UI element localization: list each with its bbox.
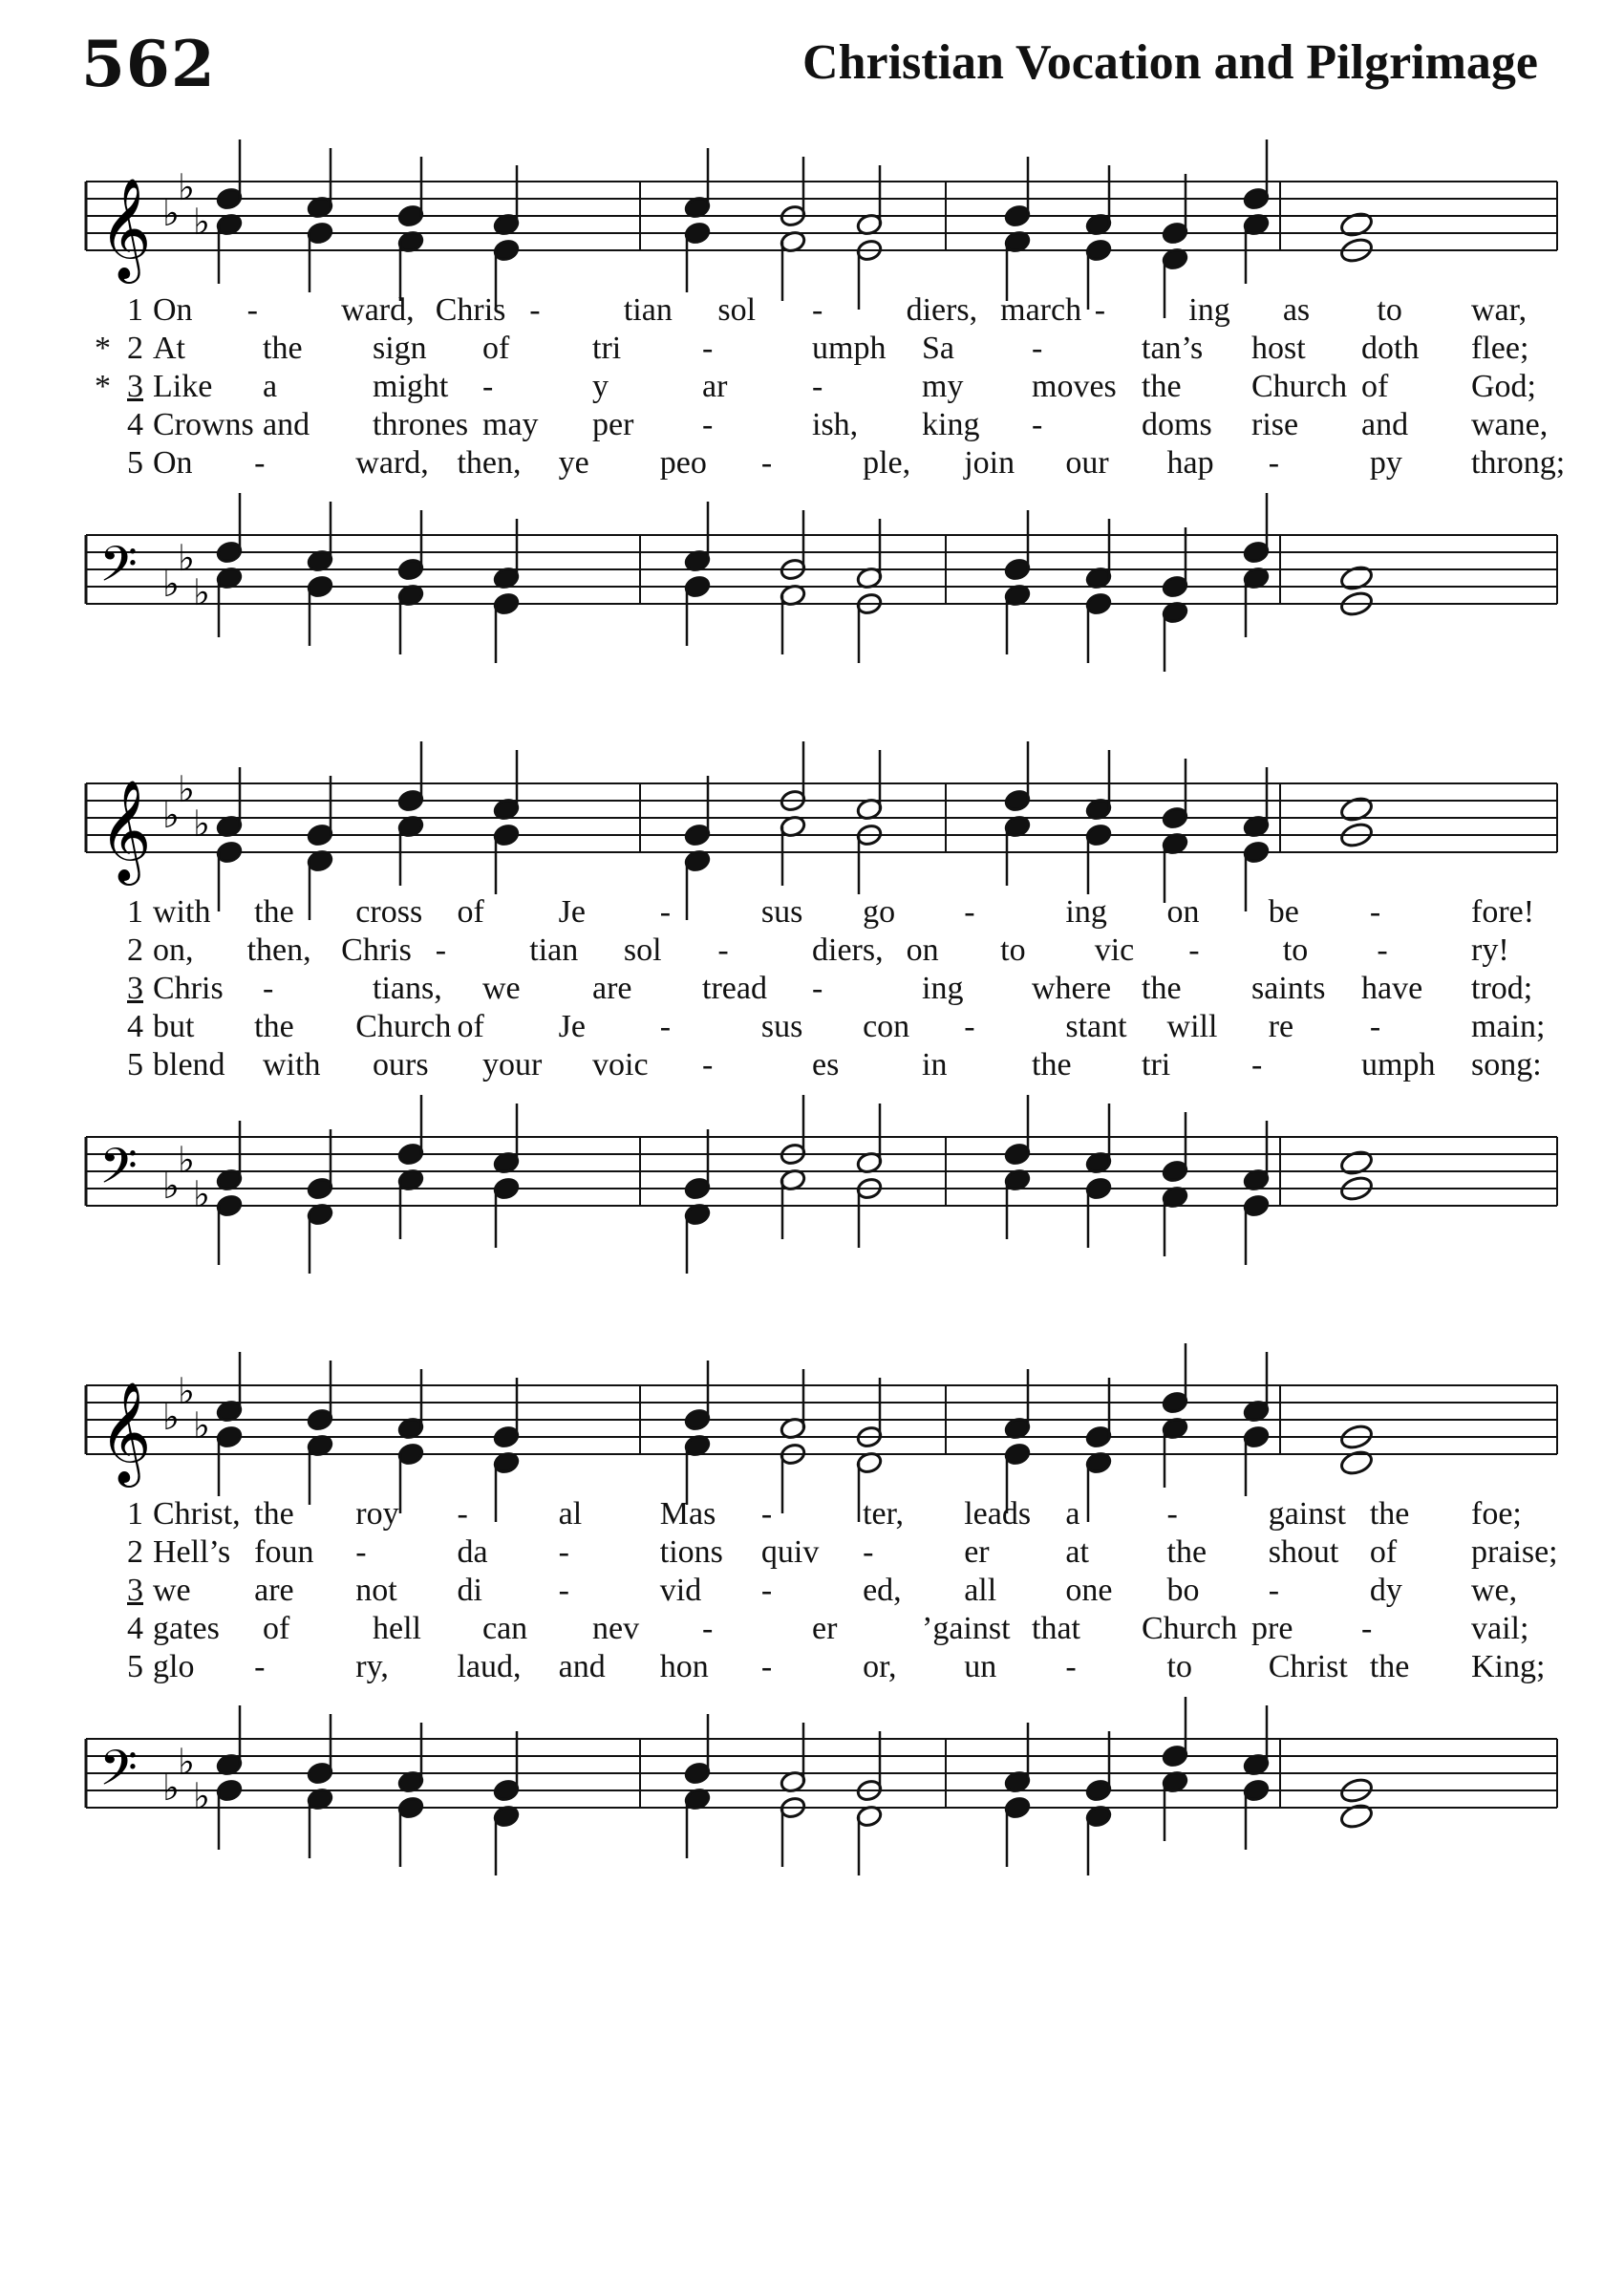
treble-staff-2	[86, 736, 1557, 889]
syllable-hyphen: -	[558, 1534, 569, 1570]
syllable-hyphen: -	[659, 1009, 672, 1044]
lyric-syllable: tians,	[373, 971, 442, 1006]
lyric-syllable: of	[1361, 369, 1389, 404]
lyric-syllable: Mas	[659, 1496, 716, 1532]
lyric-syllable: al	[558, 1496, 583, 1532]
lyric-syllable: un	[964, 1649, 997, 1684]
lyric-syllable: of	[457, 894, 484, 930]
lyric-syllable: hap	[1166, 445, 1214, 481]
verse-number: 5	[127, 1649, 143, 1684]
flat-sign-icon: ♭	[162, 1165, 180, 1207]
lyric-syllable: host	[1251, 331, 1306, 366]
flat-sign-icon: ♭	[162, 563, 180, 605]
lyric-syllable: all	[964, 1573, 997, 1608]
lyric-syllable: then,	[246, 932, 311, 968]
verse-number: 3	[127, 369, 143, 404]
lyric-syllable: re	[1268, 1009, 1294, 1044]
lyric-syllable: tread	[702, 971, 767, 1006]
lyric-syllable: the	[263, 331, 303, 366]
lyric-syllable: Chris	[435, 292, 506, 328]
lyric-syllable: Christ	[1268, 1649, 1348, 1684]
flat-sign-icon: ♭	[162, 192, 180, 234]
lyric-syllable: ple,	[863, 445, 911, 481]
lyric-syllable: peo	[659, 445, 707, 481]
syllable-hyphen: -	[1377, 932, 1388, 968]
syllable-hyphen: -	[964, 1009, 975, 1044]
lyric-syllable: vid	[659, 1573, 702, 1608]
syllable-hyphen: -	[263, 971, 274, 1006]
lyric-syllable: gainst	[1268, 1496, 1346, 1532]
lyric-syllable: join	[964, 445, 1015, 481]
flat-sign-icon: ♭	[178, 768, 195, 810]
lyric-syllable: my	[922, 369, 964, 404]
verse-line	[86, 894, 1557, 932]
lyric-syllable: hell	[373, 1611, 421, 1646]
lyric-syllable: the	[1369, 1649, 1410, 1684]
lyric-syllable: roy	[355, 1496, 399, 1532]
lyric-syllable: Crowns	[153, 407, 254, 442]
bass-staff-1	[86, 487, 1557, 650]
flat-sign-icon: ♭	[178, 1741, 195, 1783]
syllable-hyphen: -	[812, 369, 823, 404]
syllable-hyphen: -	[1268, 445, 1280, 481]
lyric-syllable: go	[863, 894, 896, 930]
lyric-syllable: di	[457, 1573, 482, 1608]
lyric-syllable: y	[592, 369, 609, 404]
lyric-syllable: leads	[964, 1496, 1032, 1532]
lyric-syllable: con	[863, 1009, 910, 1044]
lyric-syllable: On	[153, 445, 193, 481]
lyric-syllable: tri	[1142, 1047, 1171, 1082]
lyric-syllable: as	[1282, 292, 1311, 328]
lyric-syllable: that	[1032, 1611, 1080, 1646]
syllable-hyphen: -	[1032, 331, 1043, 366]
lyric-syllable: and	[263, 407, 310, 442]
verse-line	[86, 1534, 1557, 1573]
verse-line	[86, 1611, 1557, 1649]
lyric-syllable: On	[153, 292, 193, 328]
lyric-syllable: nev	[592, 1611, 640, 1646]
lyric-syllable: umph	[812, 331, 887, 366]
lyric-syllable: umph	[1361, 1047, 1436, 1082]
flat-sign-icon: ♭	[162, 794, 180, 836]
notehead	[1339, 1148, 1375, 1177]
bass-staff-3	[86, 1691, 1557, 1854]
lyric-syllable: we	[482, 971, 521, 1006]
lyric-syllable: on,	[153, 932, 194, 968]
flat-sign-icon: ♭	[193, 1173, 210, 1215]
syllable-hyphen: -	[812, 971, 823, 1006]
verse-mark: *	[95, 369, 111, 404]
notehead	[1339, 1802, 1375, 1831]
lyric-syllable: tions	[659, 1534, 723, 1570]
lyric-syllable: with	[263, 1047, 321, 1082]
lyric-syllable: tri	[592, 331, 622, 366]
lyric-syllable: our	[1065, 445, 1109, 481]
syllable-hyphen: -	[812, 292, 823, 328]
lyric-syllable: ’gainst	[922, 1611, 1011, 1646]
lyric-syllable: main;	[1471, 1009, 1546, 1044]
syllable-hyphen: -	[1369, 894, 1381, 930]
syllable-hyphen: -	[254, 1649, 266, 1684]
lyric-syllable: on	[1166, 894, 1200, 930]
lyric-syllable: the	[254, 1496, 294, 1532]
syllable-hyphen: -	[254, 445, 266, 481]
syllable-hyphen: -	[863, 1534, 874, 1570]
verse-number: 1	[127, 1496, 143, 1532]
verse-number: 4	[127, 407, 143, 442]
lyric-syllable: may	[482, 407, 539, 442]
bass-clef-icon: 𝄢	[99, 1739, 138, 1809]
lyric-syllable: have	[1361, 971, 1423, 1006]
lyric-syllable: ish,	[812, 407, 859, 442]
bass-staff-2	[86, 1089, 1557, 1252]
verse-line	[86, 369, 1557, 407]
verse-number: 3	[127, 971, 143, 1006]
syllable-hyphen: -	[246, 292, 258, 328]
lyric-syllable: shout	[1268, 1534, 1339, 1570]
lyric-syllable: gates	[153, 1611, 220, 1646]
syllable-hyphen: -	[702, 331, 714, 366]
lyric-syllable: glo	[153, 1649, 195, 1684]
lyric-syllable: march	[1000, 292, 1082, 328]
syllable-hyphen: -	[702, 1611, 714, 1646]
lyric-syllable: not	[355, 1573, 397, 1608]
verse-number: 5	[127, 445, 143, 481]
lyric-syllable: wane,	[1471, 407, 1549, 442]
lyric-syllable: sol	[623, 932, 662, 968]
verse-line	[86, 331, 1557, 369]
lyric-syllable: with	[153, 894, 211, 930]
lyric-syllable: pre	[1251, 1611, 1293, 1646]
lyric-syllable: your	[482, 1047, 543, 1082]
syllable-hyphen: -	[760, 445, 773, 481]
verse-line	[86, 932, 1557, 971]
lyric-syllable: Chris	[341, 932, 412, 968]
lyric-syllable: to	[1282, 932, 1309, 968]
page-number: 562	[81, 27, 216, 101]
lyric-syllable: Je	[558, 894, 586, 930]
lyric-syllable: song:	[1471, 1047, 1542, 1082]
syllable-hyphen: -	[1369, 1009, 1381, 1044]
lyric-syllable: ing	[1188, 292, 1230, 328]
lyric-syllable: flee;	[1471, 331, 1529, 366]
syllable-hyphen: -	[355, 1534, 367, 1570]
lyric-syllable: tan’s	[1142, 331, 1204, 366]
lyric-syllable: er	[964, 1534, 990, 1570]
lyric-syllable: might	[373, 369, 449, 404]
lyric-syllable: ing	[1065, 894, 1107, 930]
lyric-syllable: thrones	[373, 407, 469, 442]
syllable-hyphen: -	[1065, 1649, 1077, 1684]
lyric-syllable: ward,	[355, 445, 429, 481]
flat-sign-icon: ♭	[193, 571, 210, 613]
lyric-syllable: a	[263, 369, 278, 404]
verse-line	[86, 445, 1566, 483]
notehead	[1339, 1448, 1375, 1477]
syllable-hyphen: -	[482, 369, 494, 404]
flat-sign-icon: ♭	[162, 1767, 180, 1809]
lyric-syllable: or,	[863, 1649, 897, 1684]
lyric-syllable: a	[1065, 1496, 1080, 1532]
lyric-syllable: we	[153, 1573, 191, 1608]
bass-clef-icon: 𝄢	[99, 535, 138, 605]
lyric-syllable: Like	[153, 369, 213, 404]
lyric-syllable: sign	[373, 331, 427, 366]
lyric-syllable: to	[1166, 1649, 1192, 1684]
lyric-syllable: da	[457, 1534, 488, 1570]
verse-number: 3	[127, 1573, 143, 1608]
treble-clef-icon: 𝄞	[99, 1381, 152, 1483]
lyric-syllable: ar	[702, 369, 728, 404]
syllable-hyphen: -	[1094, 292, 1106, 328]
flat-sign-icon: ♭	[178, 537, 195, 579]
lyric-syllable: ry,	[355, 1649, 389, 1684]
lyric-syllable: py	[1369, 445, 1402, 481]
flat-sign-icon: ♭	[193, 1404, 210, 1447]
lyric-syllable: at	[1065, 1534, 1089, 1570]
lyric-syllable: the	[254, 1009, 294, 1044]
lyric-syllable: vail;	[1471, 1611, 1529, 1646]
verse-number: 2	[127, 1534, 143, 1570]
verse-number: 2	[127, 331, 143, 366]
lyric-syllable: Christ,	[153, 1496, 241, 1532]
lyric-syllable: ye	[558, 445, 589, 481]
treble-staff-3	[86, 1338, 1557, 1490]
lyric-syllable: Church	[1142, 1611, 1238, 1646]
syllable-hyphen: -	[457, 1496, 468, 1532]
flat-sign-icon: ♭	[193, 803, 210, 845]
syllable-hyphen: -	[760, 1649, 773, 1684]
lyric-syllable: ours	[373, 1047, 429, 1082]
lyric-syllable: the	[1166, 1534, 1207, 1570]
lyric-syllable: sus	[760, 894, 803, 930]
lyric-syllable: ter,	[863, 1496, 905, 1532]
lyric-syllable: king	[922, 407, 980, 442]
lyric-syllable: hon	[659, 1649, 709, 1684]
verse-number: 4	[127, 1611, 143, 1646]
lyric-syllable: we,	[1471, 1573, 1518, 1608]
lyric-syllable: ward,	[341, 292, 415, 328]
verse-line	[86, 1009, 1557, 1047]
syllable-hyphen: -	[558, 1573, 569, 1608]
syllable-hyphen: -	[1361, 1611, 1373, 1646]
lyric-syllable: be	[1268, 894, 1299, 930]
lyric-syllable: on	[906, 932, 939, 968]
verse-number: 1	[127, 292, 143, 328]
verse-number: 5	[127, 1047, 143, 1082]
lyric-syllable: diers,	[812, 932, 884, 968]
lyric-syllable: fore!	[1471, 894, 1535, 930]
lyric-syllable: Hell’s	[153, 1534, 231, 1570]
verse-number: 2	[127, 932, 143, 968]
lyric-syllable: Je	[558, 1009, 586, 1044]
verse-mark: *	[95, 331, 111, 366]
lyric-syllable: dy	[1369, 1573, 1402, 1608]
verse-number: 4	[127, 1009, 143, 1044]
flat-sign-icon: ♭	[178, 166, 195, 208]
syllable-hyphen: -	[702, 1047, 714, 1082]
syllable-hyphen: -	[659, 894, 672, 930]
syllable-hyphen: -	[1251, 1047, 1263, 1082]
lyric-syllable: trod;	[1471, 971, 1533, 1006]
lyric-syllable: ing	[922, 971, 964, 1006]
lyric-syllable: Church	[1251, 369, 1348, 404]
lyric-syllable: then,	[457, 445, 522, 481]
lyric-syllable: will	[1166, 1009, 1218, 1044]
verse-line	[86, 1649, 1557, 1687]
syllable-hyphen: -	[702, 407, 714, 442]
lyric-syllable: vic	[1094, 932, 1135, 968]
lyric-syllable: At	[153, 331, 185, 366]
treble-staff-1	[86, 134, 1557, 287]
treble-clef-icon: 𝄞	[99, 779, 152, 881]
lyric-syllable: Sa	[922, 331, 954, 366]
syllable-hyphen: -	[1166, 1496, 1178, 1532]
lyric-syllable: es	[812, 1047, 840, 1082]
lyric-syllable: doms	[1142, 407, 1212, 442]
bass-clef-icon: 𝄢	[99, 1137, 138, 1207]
flat-sign-icon: ♭	[162, 1396, 180, 1438]
lyric-syllable: and	[1361, 407, 1409, 442]
lyric-syllable: throng;	[1471, 445, 1566, 481]
lyric-syllable: foe;	[1471, 1496, 1522, 1532]
lyric-syllable: moves	[1032, 369, 1117, 404]
lyric-syllable: where	[1032, 971, 1112, 1006]
lyric-syllable: rise	[1251, 407, 1299, 442]
lyric-syllable: er	[812, 1611, 838, 1646]
syllable-hyphen: -	[435, 932, 447, 968]
lyric-syllable: to	[1377, 292, 1402, 328]
lyric-syllable: sus	[760, 1009, 803, 1044]
lyric-syllable: diers,	[906, 292, 978, 328]
verse-line	[86, 407, 1557, 445]
notehead	[1339, 795, 1375, 824]
syllable-hyphen: -	[964, 894, 975, 930]
lyric-syllable: but	[153, 1009, 195, 1044]
syllable-hyphen: -	[760, 1573, 773, 1608]
lyric-syllable: praise;	[1471, 1534, 1558, 1570]
verse-line	[86, 292, 1557, 331]
syllable-hyphen: -	[1268, 1573, 1280, 1608]
lyric-syllable: foun	[254, 1534, 314, 1570]
lyric-syllable: sol	[717, 292, 757, 328]
lyric-syllable: of	[457, 1009, 484, 1044]
lyric-syllable: are	[254, 1573, 294, 1608]
lyric-syllable: and	[558, 1649, 606, 1684]
flat-sign-icon: ♭	[178, 1370, 195, 1412]
lyric-syllable: ry!	[1471, 932, 1509, 968]
lyric-syllable: of	[263, 1611, 290, 1646]
lyric-syllable: laud,	[457, 1649, 522, 1684]
lyric-syllable: the	[1142, 971, 1182, 1006]
flat-sign-icon: ♭	[178, 1139, 195, 1181]
lyric-syllable: stant	[1065, 1009, 1127, 1044]
verse-line	[86, 1573, 1557, 1611]
lyric-syllable: can	[482, 1611, 528, 1646]
lyric-syllable: tian	[623, 292, 673, 328]
syllable-hyphen: -	[760, 1496, 773, 1532]
syllable-hyphen: -	[529, 292, 541, 328]
section-title: Christian Vocation and Pilgrimage	[802, 35, 1538, 90]
lyric-syllable: God;	[1471, 369, 1536, 404]
lyric-syllable: Church	[355, 1009, 452, 1044]
lyric-syllable: Chris	[153, 971, 224, 1006]
lyric-syllable: of	[1369, 1534, 1398, 1570]
notehead	[1339, 210, 1375, 239]
syllable-hyphen: -	[717, 932, 729, 968]
verse-line	[86, 1496, 1557, 1534]
lyric-syllable: war,	[1471, 292, 1528, 328]
lyric-syllable: the	[1142, 369, 1182, 404]
lyric-syllable: of	[482, 331, 510, 366]
lyric-syllable: in	[922, 1047, 948, 1082]
syllable-hyphen: -	[1188, 932, 1200, 968]
syllable-hyphen: -	[1032, 407, 1043, 442]
lyric-syllable: to	[1000, 932, 1026, 968]
verse-line	[86, 1047, 1557, 1085]
flat-sign-icon: ♭	[193, 1775, 210, 1817]
lyric-syllable: ed,	[863, 1573, 902, 1608]
lyric-syllable: blend	[153, 1047, 225, 1082]
lyric-syllable: are	[592, 971, 632, 1006]
lyric-syllable: bo	[1166, 1573, 1200, 1608]
lyric-syllable: cross	[355, 894, 423, 930]
lyric-syllable: voic	[592, 1047, 649, 1082]
lyric-syllable: tian	[529, 932, 579, 968]
flat-sign-icon: ♭	[193, 201, 210, 243]
verse-number: 1	[127, 894, 143, 930]
notehead	[1339, 564, 1375, 592]
treble-clef-icon: 𝄞	[99, 177, 152, 279]
lyric-syllable: the	[254, 894, 294, 930]
lyric-syllable: quiv	[760, 1534, 820, 1570]
lyric-syllable: doth	[1361, 331, 1420, 366]
lyric-syllable: per	[592, 407, 634, 442]
lyric-syllable: King;	[1471, 1649, 1546, 1684]
verse-line	[86, 971, 1557, 1009]
lyric-syllable: saints	[1251, 971, 1326, 1006]
lyric-syllable: the	[1369, 1496, 1410, 1532]
lyric-syllable: the	[1032, 1047, 1072, 1082]
lyric-syllable: one	[1065, 1573, 1113, 1608]
